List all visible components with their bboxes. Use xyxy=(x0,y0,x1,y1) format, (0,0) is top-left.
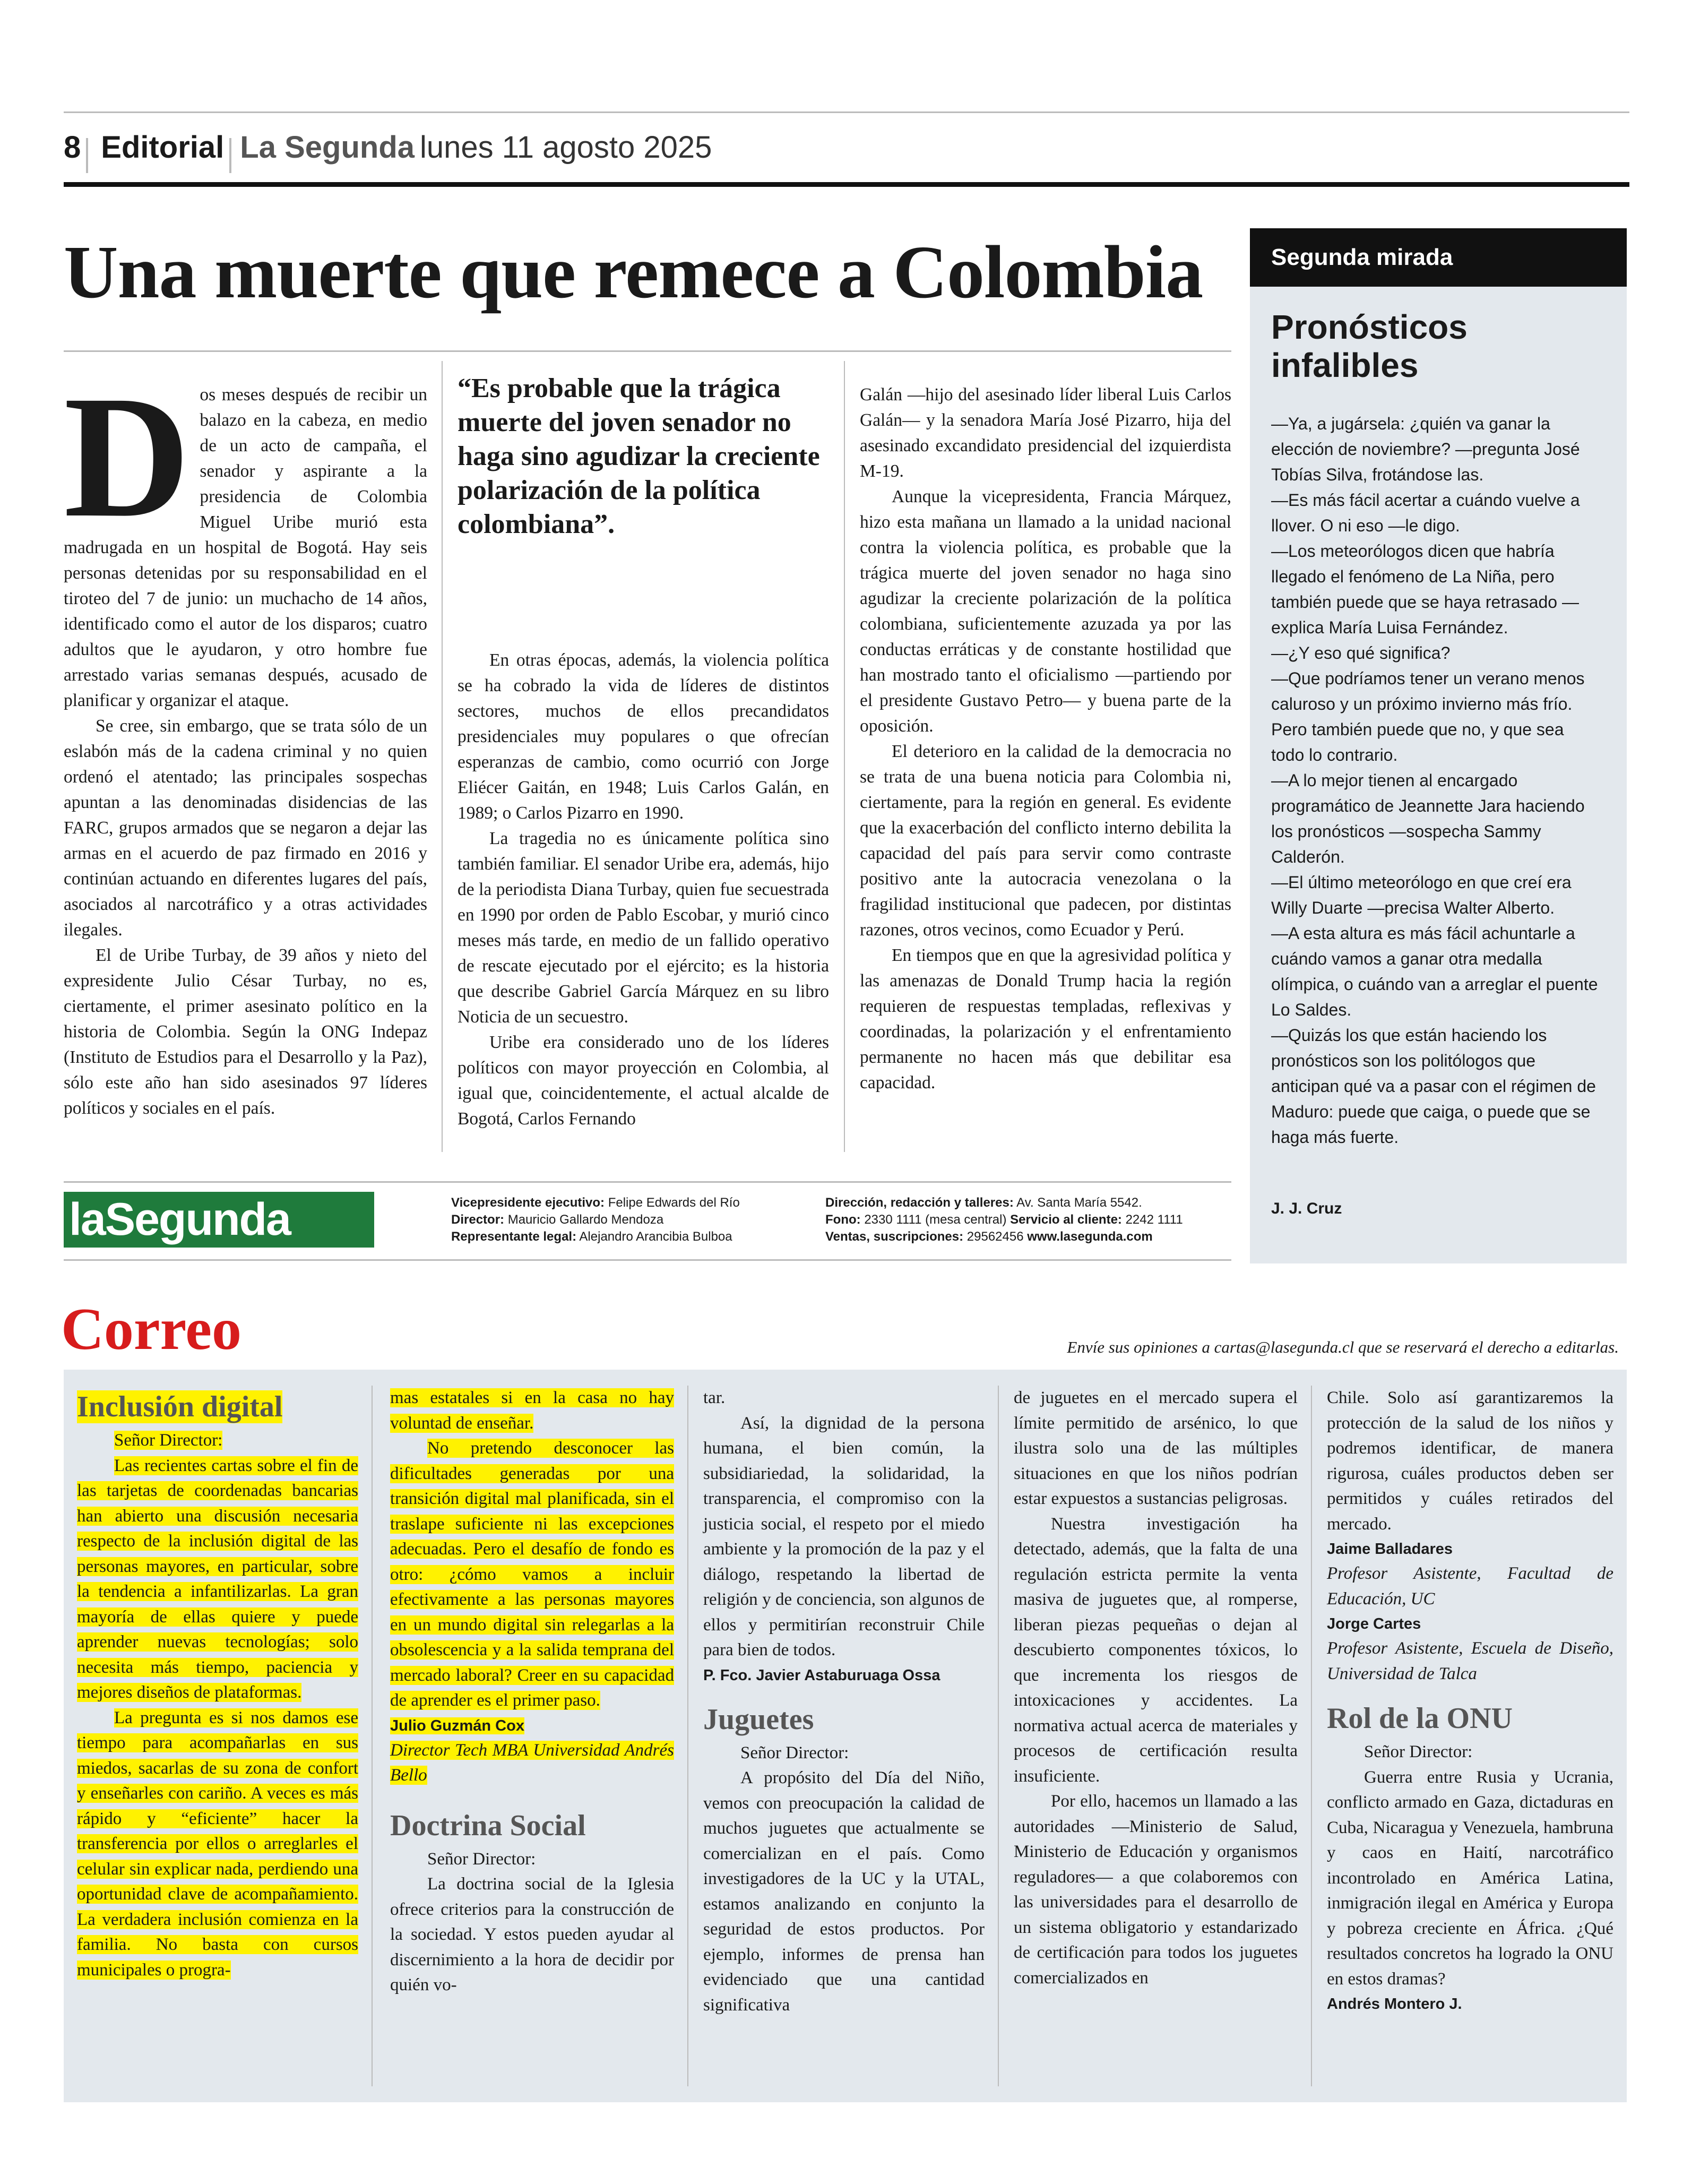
letter-signer: P. Fco. Javier Astaburuaga Ossa xyxy=(703,1666,940,1684)
paragraph: Se cree, sin embargo, que se trata sólo de un eslabón más de la cadena criminal y no quien ordenó el atentado; las principales sospechas apuntan a las denominadas disidencias de las FARC, grupos armados que se negaron a dejar las armas en el acuerdo de paz firmado en 2016 y continúan actuando en diferentes lugares del país, asociados al narcotráfico y a otras actividades ilegales. xyxy=(64,716,427,940)
letter-paragraph: Nuestra investigación ha detectado, además, que la falta de una regulación estricta permite la venta masiva de juguetes que, al romperse, liberan piezas pequeñas o dejan al descubierto componentes tóxicos, lo que incrementa los riesgos de intoxicaciones y accidentes. La normativa actual acerca de materiales y procesos de certificación resulta insuficiente. xyxy=(1014,1514,1298,1786)
letter-paragraph: tar. xyxy=(703,1388,726,1407)
service-phone: 2242 1111 xyxy=(1125,1213,1183,1227)
director-name: Mauricio Gallardo Mendoza xyxy=(507,1213,664,1227)
masthead-staff xyxy=(451,1194,823,1245)
pull-quote xyxy=(458,372,829,541)
column-divider xyxy=(372,1386,373,2086)
letter-signer-role: Director Tech MBA Universidad Andrés Bello xyxy=(390,1740,674,1785)
column-divider xyxy=(687,1386,688,2086)
correo-title: Correo xyxy=(61,1296,241,1362)
sidebar-label: Segunda mirada xyxy=(1250,228,1627,287)
salutation: Señor Director: xyxy=(114,1431,223,1450)
letter-heading: Rol de la ONU xyxy=(1327,1702,1513,1735)
sidebar-paragraph: —Que podríamos tener un verano menos caluroso y un próximo invierno más frío. Pero también puede que no, y que sea todo lo contrario. xyxy=(1271,669,1585,764)
letter-paragraph: No pretendo desconocer las dificultades generadas por una transición digital mal planificada, sin el traslape suficiente ni las excepciones adecuadas. Pero el desafío de fondo es otro: ¿cómo vamos a incluir efectivamente a las personas mayores en un mundo digital sin relegarlas a la obsolescencia y a la salida temprana del mercado laboral? Creer en su capacidad de aprender es el primer paso. xyxy=(390,1439,674,1710)
header-divider xyxy=(229,138,231,173)
page-header xyxy=(64,111,1629,187)
letter-signer-role: Profesor Asistente, Facultad de Educación, UC xyxy=(1327,1564,1613,1609)
sidebar-paragraph: —Los meteorólogos dicen que habría llegado el fenómeno de La Niña, pero también puede que se haya retrasado —explica María Luisa Fernández. xyxy=(1271,541,1579,637)
letter-paragraph: La pregunta es si nos damos ese tiempo para acompañarlas en sus miedos, sacarlas de su zona de confort y enseñarles con cariño. A veces es más rápido y “eficiente” hacer la transferencia por ellos o arreglarles el celular sin explicar nada, perdiendo una oportunidad clave de acompañamiento. La verdadera inclusión comienza en la familia. No basta con cursos municipales o progra- xyxy=(77,1708,358,1980)
paragraph: Uribe era considerado uno de los líderes políticos con mayor proyección en Colombia, al igual que, coincidentemente, el actual alcalde de Bogotá, Carlos Fernando xyxy=(458,1033,829,1129)
vp-label: Vicepresidente ejecutivo: xyxy=(451,1196,605,1210)
salutation: Señor Director: xyxy=(427,1849,536,1869)
letter-paragraph: La doctrina social de la Iglesia ofrece criterios para la construcción de la sociedad. Y estos pueden ayudar al discernimiento a la hora de decidir por quién vo- xyxy=(390,1875,674,1994)
page-number: 8 xyxy=(64,130,81,165)
sidebar-paragraph: —A esta altura es más fácil achuntarle a cuándo vamos a ganar otra medalla olímpica, o cuándo van a arreglar el puente Lo Saldes. xyxy=(1271,924,1598,1019)
la-segunda-logo: laSegunda xyxy=(64,1192,374,1248)
correo-note: Envíe sus opiniones a cartas@lasegunda.cl que se reservará el derecho a editarlas. xyxy=(1067,1338,1619,1356)
column-divider xyxy=(442,361,443,1152)
letters-column-2 xyxy=(390,1386,674,1998)
sidebar-author: J. J. Cruz xyxy=(1271,1200,1342,1217)
issue-date: lunes 11 agosto 2025 xyxy=(420,130,712,165)
paragraph: En tiempos que en que la agresividad política y las amenazas de Donald Trump hacia la región requieren de respuestas templadas, reflexivas y coordinadas, la polarización y el enfrentamiento permanente no hacen más que debilitar esa capacidad. xyxy=(860,945,1231,1093)
paragraph: En otras épocas, además, la violencia política se ha cobrado la vida de líderes de distintos sectores, muchos de ellos precandidatos presidenciales muy populares o que ofrecían esperanzas de cambio, como ocurrió con Jorge Eliécer Gaitán, en 1948; Luis Carlos Galán, en 1989; o Carlos Pizarro en 1990. xyxy=(458,650,829,823)
letter-heading: Juguetes xyxy=(703,1703,814,1736)
letters-column-4 xyxy=(1014,1386,1298,1991)
drop-cap: D xyxy=(64,360,191,554)
letters-column-1 xyxy=(77,1386,358,1983)
sidebar-body xyxy=(1250,384,1627,1150)
paragraph: Galán —hijo del asesinado líder liberal Luis Carlos Galán— y la senadora María José Pizarro, hija del asesinado excandidato presidencial del izquierdista M-19. xyxy=(860,385,1231,481)
letter-signer: Andrés Montero J. xyxy=(1327,1996,1462,2013)
paragraph: El de Uribe Turbay, de 39 años y nieto del expresidente Julio César Turbay, no es, ciertamente, el primer asesinato político en la historia de Colombia. Según la ONG Indepaz (Instituto de Estudios para el Desarrollo y la Paz), sólo este año han sido asesinados 97 líderes políticos y sociales en el país. xyxy=(64,945,427,1118)
letter-paragraph: Por ello, hacemos un llamado a las autoridades —Ministerio de Salud, Ministerio de Educación y organismos reguladores— a que colaboremos con las universidades para el desarrollo de un sistema obligatorio y estandarizado de certificación para todos los juguetes comercializados en xyxy=(1014,1792,1298,1988)
website: www.lasegunda.com xyxy=(1027,1229,1153,1244)
letters-column-5 xyxy=(1327,1386,1613,2016)
sales-phone: 29562456 xyxy=(966,1229,1024,1244)
editorial-column-3 xyxy=(860,382,1231,1096)
address: Av. Santa María 5542. xyxy=(1016,1196,1142,1210)
director-label: Director: xyxy=(451,1213,505,1227)
sales-label: Ventas, suscripciones: xyxy=(825,1229,964,1244)
letter-paragraph: Las recientes cartas sobre el fin de las tarjetas de coordenadas bancarias han abierto una discusión necesaria respecto de la inclusión digital de las personas mayores, en particular, sobre la tendencia a infantilizarlas. La gran mayoría de ellas quiere y puede aprender nuevas tecnologías; solo necesita más tiempo, paciencia y mejores diseños de plataformas. xyxy=(77,1456,358,1702)
letter-paragraph: Chile. Solo así garantizaremos la protección de la salud de los niños y podremos identificar, de manera rigurosa, cuáles productos deben ser permitidos y cuáles retirados del mercado. xyxy=(1327,1388,1613,1534)
publication-name: La Segunda xyxy=(240,130,415,165)
sidebar-segunda-mirada xyxy=(1250,228,1627,1263)
column-divider xyxy=(998,1386,999,2086)
header-divider xyxy=(86,138,88,173)
sidebar-title: Pronósticos infalibles xyxy=(1271,308,1468,384)
address-label: Dirección, redacción y talleres: xyxy=(825,1196,1014,1210)
letter-paragraph: de juguetes en el mercado supera el límite permitido de arsénico, lo que ilustra solo una de las múltiples situaciones en que los niños podrían estar expuestos a sustancias peligrosas. xyxy=(1014,1388,1298,1508)
letter-signer: Jorge Cartes xyxy=(1327,1615,1421,1632)
salutation: Señor Director: xyxy=(740,1743,849,1762)
paragraph: El deterioro en la calidad de la democracia no se trata de una buena noticia para Colombia ni, ciertamente, para la región en general. Es evidente que la exacerbación del conflicto interno debilita la capacidad del país para servir como contraste positivo ante la autocracia venezolana o la fragilidad institucional que padecen, por distintas razones, otros vecinos, como Ecuador y Perú. xyxy=(860,742,1231,940)
paragraph: os meses después de recibir un balazo en la cabeza, en medio de un acto de campaña, el senador y aspirante a la presidencia de Colombia Miguel Uribe murió esta madrugada en un hospital de Bogotá. Hay seis personas detenidas por su responsabilidad en el tiroteo del 7 de junio: un muchacho de 14 años, identificado como el autor de los disparos; cuatro adultos que le ayudaron, y otro hombre fue arrestado varias semanas después, acusado de planificar y organizar el ataque. xyxy=(64,385,427,710)
letter-heading: Inclusión digital xyxy=(77,1390,283,1423)
column-divider xyxy=(1311,1386,1312,2086)
paragraph: Aunque la vicepresidenta, Francia Márquez, hizo esta mañana un llamado a la unidad nacional contra la violencia política, es probable que la trágica muerte del joven senador no haga sino agudizar la creciente polarización de la política colombiana, suficientemente azuzada ya por las conductas erráticas y de constante hostilidad que han mostrado tanto el oficialismo —partiendo por el presidente Gustavo Petro— y buena parte de la oposición. xyxy=(860,487,1231,736)
section-name: Editorial xyxy=(101,130,225,165)
editorial-column-1 xyxy=(64,360,427,1121)
paragraph: La tragedia no es únicamente política sino también familiar. El senador Uribe era, además, hijo de la periodista Diana Turbay, quien fue secuestrada en 1990 por orden de Pablo Escobar, y murió cinco meses más tarde, en medio de un fallido operativo de rescate ejecutado por el ejército; es la historia que describe Gabriel García Márquez en su libro Noticia de un secuestro. xyxy=(458,829,829,1027)
sidebar-paragraph: —Ya, a jugársela: ¿quién va ganar la elección de noviembre? —pregunta José Tobías Silva, frotándose las. xyxy=(1271,414,1580,484)
masthead-rule-bottom xyxy=(64,1259,1231,1261)
letters-column-3 xyxy=(703,1386,985,2018)
sidebar-paragraph: —A lo mejor tienen al encargado programático de Jeannette Jara haciendo los pronósticos —sospecha Sammy Calderón. xyxy=(1271,771,1585,866)
letter-signer: Julio Guzmán Cox xyxy=(390,1717,524,1734)
service-label: Servicio al cliente: xyxy=(1010,1213,1122,1227)
editorial-column-2 xyxy=(458,648,829,1132)
masthead-rule-top xyxy=(64,1181,1231,1183)
sidebar-paragraph: —Es más fácil acertar a cuándo vuelve a llover. O ni eso —le digo. xyxy=(1271,491,1580,535)
editorial-headline: Una muerte que remece a Colombia xyxy=(64,230,1203,314)
column-divider xyxy=(844,361,845,1152)
letter-paragraph: A propósito del Día del Niño, vemos con preocupación la calidad de muchos juguetes que actualmente se comercializan en el país. Como investigadores de la UC y la UTAL, estamos analizando en conjunto la seguridad de estos productos. Por ejemplo, informes de prensa han evidenciado que una cantidad significativa xyxy=(703,1768,985,2015)
letter-paragraph: Guerra entre Rusia y Ucrania, conflicto armado en Gaza, dictaduras en Cuba, Nicaragua y Venezuela, hambruna y caos en Haití, narcotráfico incontrolado en América Latina, inmigración ilegal en América y Europa y pobreza creciente en África. ¿Qué resultados concretos ha logrado la ONU en estos dramas? xyxy=(1327,1767,1613,1989)
legal-rep-label: Representante legal: xyxy=(451,1229,577,1244)
vp-name: Felipe Edwards del Río xyxy=(608,1196,740,1210)
letter-paragraph: Así, la dignidad de la persona humana, el bien común, la subsidiariedad, la solidaridad, la transparencia, el compromiso con la justicia social, el respeto por el miedo ambiente y la promoción de la paz y el diálogo, respetando la libertad de religión y de conciencia, son algunos de ellos y permitirían reconstruir Chile para bien de todos. xyxy=(703,1413,985,1660)
letter-heading: Doctrina Social xyxy=(390,1809,586,1842)
pull-quote-text: “Es probable que la trágica muerte del joven senador no haga sino agudizar la creciente polarización de la política colombiana”. xyxy=(458,373,820,539)
sidebar-paragraph: —¿Y eso qué significa? xyxy=(1271,643,1451,663)
sidebar-paragraph: —Quizás los que están haciendo los pronósticos son los politólogos que anticipan qué va a pasar con el régimen de Maduro: puede que caiga, o puede que se haga más fuerte. xyxy=(1271,1026,1596,1147)
sidebar-paragraph: —El último meteorólogo en que creí era Willy Duarte —precisa Walter Alberto. xyxy=(1271,873,1572,917)
letter-paragraph: mas estatales si en la casa no hay voluntad de enseñar. xyxy=(390,1388,674,1433)
headline-rule xyxy=(64,350,1231,352)
letter-signer: Jaime Balladares xyxy=(1327,1541,1453,1558)
phone-label: Fono: xyxy=(825,1213,861,1227)
salutation: Señor Director: xyxy=(1364,1742,1473,1761)
letter-signer-role: Profesor Asistente, Escuela de Diseño, Universidad de Talca xyxy=(1327,1639,1613,1683)
legal-rep-name: Alejandro Arancibia Bulboa xyxy=(579,1229,732,1244)
phone: 2330 1111 (mesa central) xyxy=(864,1213,1007,1227)
masthead-contact xyxy=(825,1194,1234,1245)
